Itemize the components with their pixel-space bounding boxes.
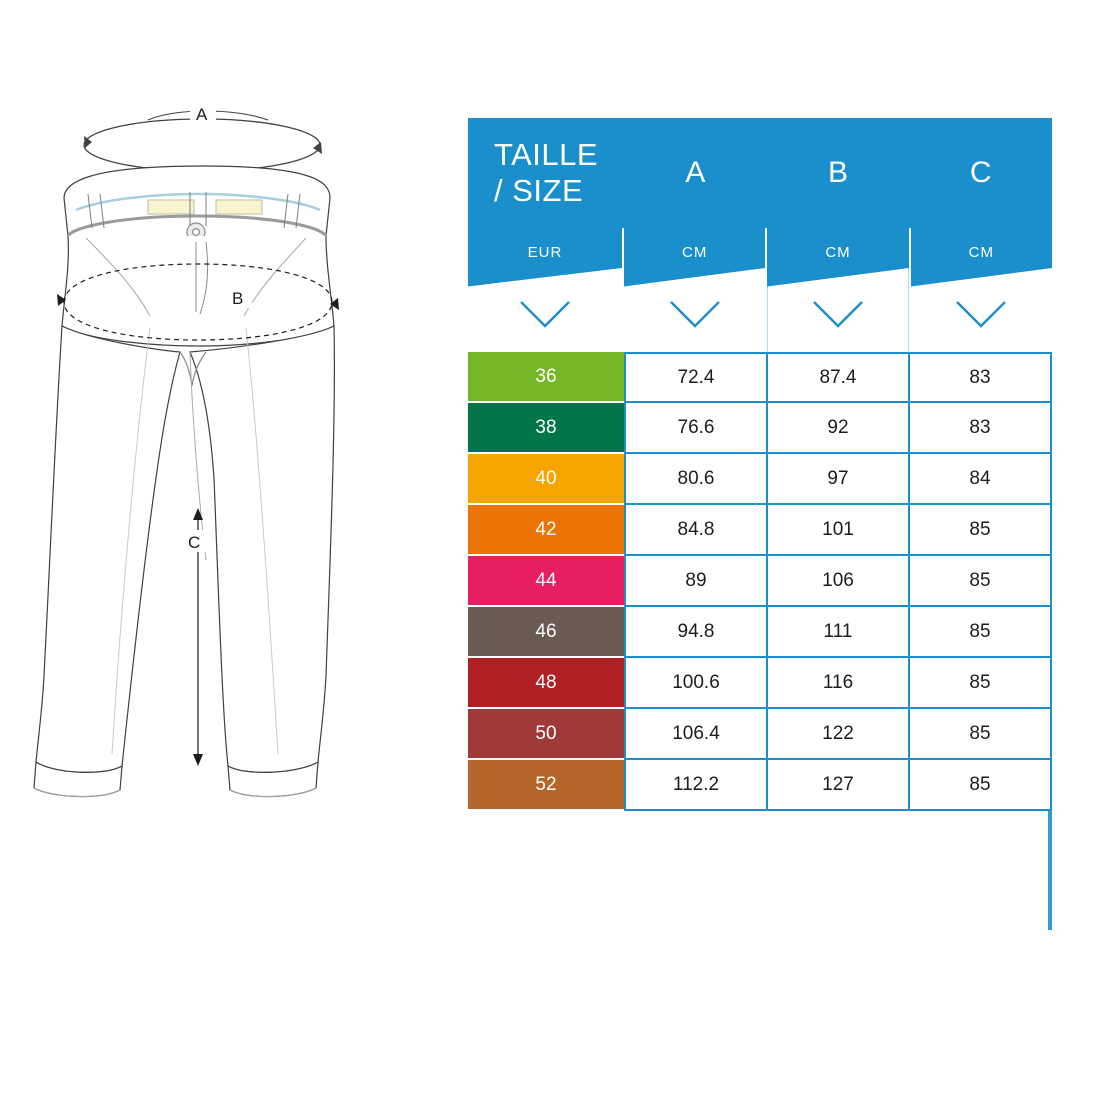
cell-b: 101 — [768, 505, 910, 556]
cell-a: 80.6 — [624, 454, 768, 505]
cell-b: 106 — [768, 556, 910, 607]
trousers-technical-drawing-svg — [30, 90, 440, 850]
chevron-down-icon — [519, 300, 571, 330]
header-size-label-line2: / SIZE — [494, 173, 584, 208]
table-row — [468, 607, 1052, 658]
cell-a: 100.6 — [624, 658, 768, 709]
cell-size: 46 — [468, 607, 624, 658]
table-row — [468, 505, 1052, 556]
table-row — [468, 352, 1052, 403]
size-chart-table — [468, 118, 1052, 811]
cell-size: 38 — [468, 403, 624, 454]
table-row — [468, 709, 1052, 760]
cell-a: 89 — [624, 556, 768, 607]
cell-c: 85 — [910, 607, 1052, 658]
unit-cell-b — [767, 228, 910, 352]
unit-cell-size — [468, 228, 624, 352]
table-row — [468, 556, 1052, 607]
table-header — [468, 118, 1052, 228]
cell-a: 76.6 — [624, 403, 768, 454]
cell-b: 111 — [768, 607, 910, 658]
table-row — [468, 454, 1052, 505]
unit-label-b: CM — [825, 244, 851, 261]
table-row — [468, 403, 1052, 454]
cell-size: 42 — [468, 505, 624, 556]
header-column-c: C — [969, 156, 992, 189]
unit-label-a: CM — [682, 244, 708, 261]
cell-b: 92 — [768, 403, 910, 454]
header-column-b: B — [828, 156, 849, 189]
chevron-down-icon — [812, 300, 864, 330]
label-c: C — [188, 533, 201, 552]
header-size-label — [468, 137, 624, 209]
table-unit-row — [468, 228, 1052, 352]
cell-c: 83 — [910, 403, 1052, 454]
cell-c: 85 — [910, 556, 1052, 607]
table-body — [468, 352, 1052, 811]
cell-a: 106.4 — [624, 709, 768, 760]
cell-c: 85 — [910, 505, 1052, 556]
unit-label-c: CM — [968, 244, 994, 261]
cell-a: 112.2 — [624, 760, 768, 811]
cell-b: 116 — [768, 658, 910, 709]
cell-c: 83 — [910, 352, 1052, 403]
cell-c: 85 — [910, 709, 1052, 760]
table-row — [468, 658, 1052, 709]
cell-b: 97 — [768, 454, 910, 505]
label-b: B — [232, 289, 244, 308]
header-size-label-line1: TAILLE — [494, 137, 599, 172]
cell-size: 36 — [468, 352, 624, 403]
cell-size: 48 — [468, 658, 624, 709]
cell-c: 84 — [910, 454, 1052, 505]
table-row — [468, 760, 1052, 811]
cell-c: 85 — [910, 658, 1052, 709]
cell-size: 50 — [468, 709, 624, 760]
cell-a: 94.8 — [624, 607, 768, 658]
unit-cell-a — [624, 228, 767, 352]
label-a: A — [196, 105, 208, 124]
cell-size: 40 — [468, 454, 624, 505]
cell-a: 84.8 — [624, 505, 768, 556]
chevron-down-icon — [669, 300, 721, 330]
cell-b: 122 — [768, 709, 910, 760]
unit-cell-c — [911, 228, 1052, 352]
unit-label-eur: EUR — [527, 244, 563, 261]
cell-size: 52 — [468, 760, 624, 811]
chevron-down-icon — [955, 300, 1007, 330]
cell-size: 44 — [468, 556, 624, 607]
header-column-a: A — [685, 156, 706, 189]
cell-a: 72.4 — [624, 352, 768, 403]
trousers-illustration — [30, 90, 440, 850]
cell-b: 127 — [768, 760, 910, 811]
cell-c: 85 — [910, 760, 1052, 811]
cell-b: 87.4 — [768, 352, 910, 403]
